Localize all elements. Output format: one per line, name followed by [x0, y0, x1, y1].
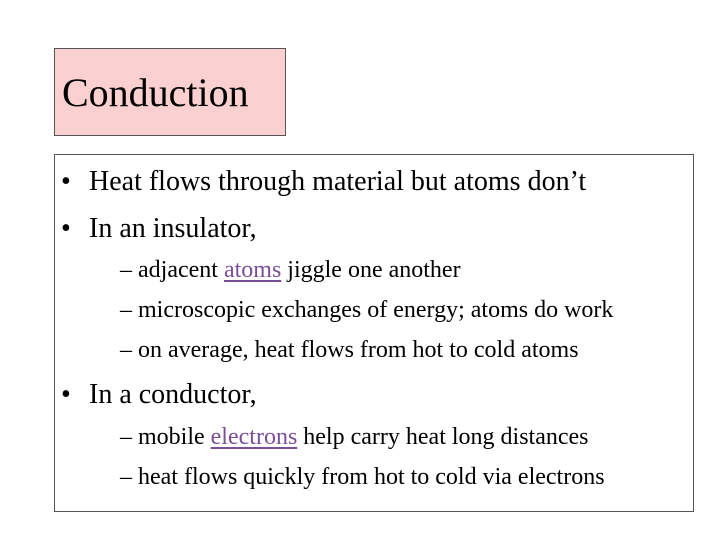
slide-content-box: [54, 154, 694, 512]
sub-item-before: mobile: [138, 424, 211, 450]
dash-icon: –: [120, 337, 132, 363]
dash-icon: –: [120, 257, 132, 283]
bullet-dot-icon: •: [61, 213, 71, 244]
sub-item-text: [120, 422, 589, 452]
slide-title-box: [54, 48, 286, 136]
bullet-dot-icon: •: [61, 166, 71, 197]
bullet-text: In a conductor,: [89, 379, 257, 410]
sub-item-text: [120, 335, 579, 365]
sub-item-after: jiggle one another: [281, 257, 461, 283]
sub-item-before: adjacent: [138, 257, 224, 283]
sub-item-text: [120, 295, 613, 325]
slide-title: Conduction: [62, 70, 249, 115]
sub-item-text: [120, 462, 605, 492]
dash-icon: –: [120, 464, 132, 490]
bullet-text: In an insulator,: [89, 213, 257, 244]
dash-icon: –: [120, 297, 132, 323]
electrons-link[interactable]: electrons: [210, 424, 298, 450]
sub-item-label: heat flows quickly from hot to cold via electrons: [138, 464, 605, 490]
sub-item-label: on average, heat flows from hot to cold atoms: [138, 337, 579, 363]
dash-icon: –: [120, 424, 132, 450]
bullet-text: Heat flows through material but atoms don’t: [89, 166, 587, 197]
sub-item-text: [120, 255, 461, 285]
sub-item-label: microscopic exchanges of energy; atoms do work: [138, 297, 614, 323]
sub-item-after: help carry heat long distances: [297, 424, 589, 450]
atoms-link[interactable]: atoms: [223, 257, 282, 283]
bullet-dot-icon: •: [61, 379, 71, 410]
